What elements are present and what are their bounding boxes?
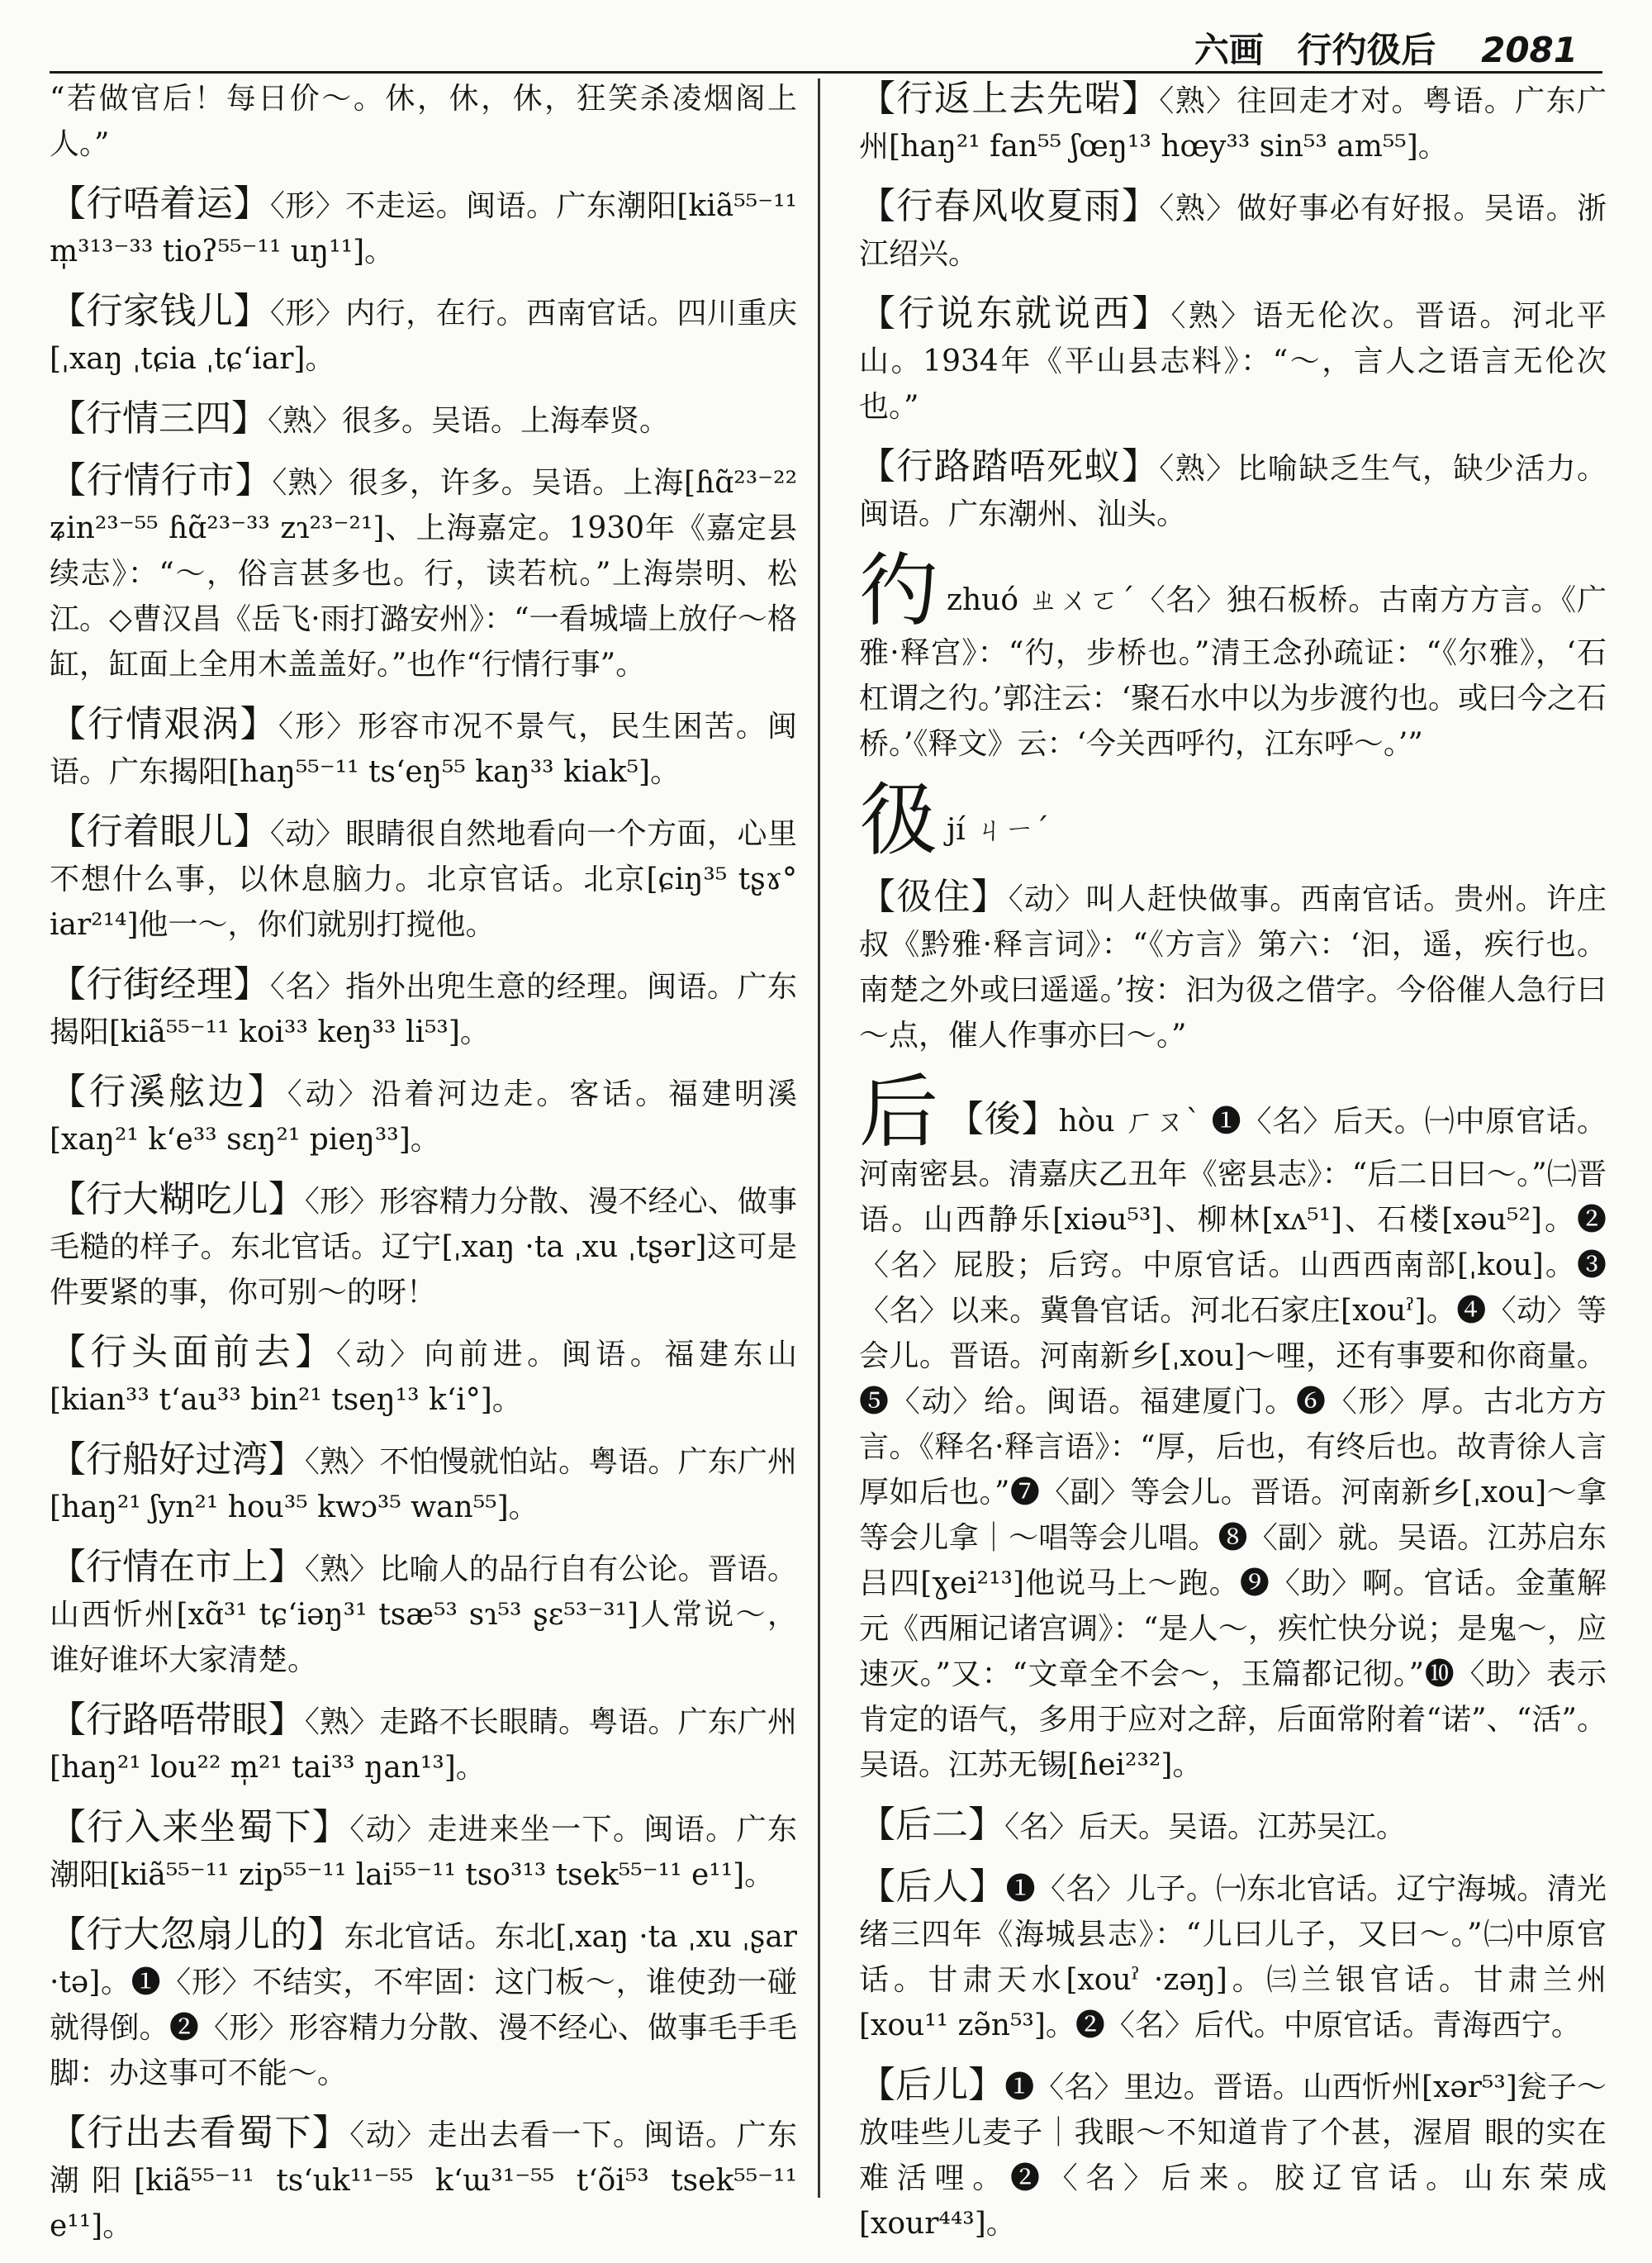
entry-headword: 【后二】	[859, 1804, 1004, 1846]
entry-headword: 【行头面前去】	[50, 1331, 336, 1373]
dictionary-entry	[50, 1912, 797, 2096]
column-divider	[818, 78, 820, 2198]
entry-headword: 【行溪舷边】	[50, 1071, 287, 1113]
entry-headword: 【行情三四】	[50, 397, 268, 440]
right-column	[859, 76, 1607, 2261]
dictionary-entry	[50, 962, 797, 1055]
dictionary-entry	[859, 2062, 1607, 2246]
entry-headword: 【行大糊吃儿】	[50, 1178, 305, 1220]
entry-definition: 〈熟〉很多，许多。吴语。上海[ɦɑ̃²³⁻²² ʑin²³⁻⁵⁵ ɦɑ̃²³⁻³³ zɿ²³⁻²¹]、上海嘉定。1930年《嘉定县续志》：“～，俗言甚多也。行，读若杭。”上海崇明、松江。◇曹汉昌《岳飞·雨打潞安州》：“一看城墙上放仔～格缸，缸面上全用木盖盖好。”也作“行情行事”。	[50, 466, 797, 682]
entry-definition: 〈形〉形容市况不景气，民生困苦。闽语。广东揭阳[haŋ⁵⁵⁻¹¹ ts‘eŋ⁵⁵ kaŋ³³ kiak⁵]。	[50, 710, 797, 789]
dictionary-entry	[50, 1437, 797, 1530]
entry-headword: 【行春风收夏雨】	[859, 185, 1160, 227]
left-column	[50, 76, 797, 2263]
entry-definition: 〈动〉叫人赶快做事。西南官话。贵州。许庄叔《黔雅·释言词》：“《方言》第六：‘汩，遥，疾行也。南楚之外或曰遥遥。’按：汩为彶之借字。今俗催人急行曰～点，催人作事亦曰～。”	[859, 882, 1607, 1053]
entry-definition: 〈名〉后天。吴语。江苏吴江。	[1004, 1810, 1407, 1844]
character-entry-hou	[859, 1066, 1607, 1788]
entry-headword: 【行街经理】	[50, 963, 270, 1006]
dictionary-entry	[50, 1804, 797, 1898]
stroke-section: 六画	[1194, 30, 1264, 70]
entry-headword: 【行唔着运】	[50, 183, 270, 225]
entry-headword: 【行入来坐蜀下】	[50, 1806, 350, 1848]
entry-headword: 【行路唔带眼】	[50, 1699, 305, 1741]
entry-definition: 〈形〉不走运。闽语。广东潮阳[kiã⁵⁵⁻¹¹ m̩³¹³⁻³³ tioʔ⁵⁵⁻¹¹ uŋ¹¹]。	[50, 189, 797, 269]
head-characters: 行彴彶后	[1297, 30, 1436, 70]
entry-definition: ❶〈名〉里边。晋语。山西忻州[xər⁵³]瓮子～放哇些儿麦子｜我眼～不知道肯了个甚，渥眉 眼的实在难活哩。❷〈名〉后来。胶辽官话。山东荣成[xour⁴⁴³]。	[859, 2070, 1607, 2241]
character-entry-zhuo	[859, 544, 1607, 767]
entry-definition: 〈熟〉语无伦次。晋语。河北平山。1934年《平山县志料》：“～，言人之语言无伦次也。”	[859, 299, 1607, 424]
entry-definition: 〈熟〉比喻缺乏生气，缺少活力。闽语。广东潮州、汕头。	[859, 452, 1607, 531]
dictionary-entry	[50, 1329, 797, 1423]
entry-definition: 〈熟〉比喻人的品行自有公论。晋语。山西忻州[xɑ̃³¹ tɕ‘iəŋ³¹ tsæ⁵³ sɿ⁵³ ʂɛ⁵³⁻³¹]人常说～，谁好谁坏大家清楚。	[50, 1552, 797, 1677]
dictionary-entry	[50, 181, 797, 274]
character-entry-ji	[859, 774, 1607, 867]
continuation-text: “若做官后！每日价～。休，休，休，狂笑杀凌烟阁上人。”	[50, 82, 797, 161]
entry-headword: 【行着眼儿】	[50, 811, 270, 853]
dictionary-entry	[859, 1864, 1607, 2048]
page-number: 2081	[1481, 30, 1578, 70]
entry-definition: 东北官话。东北[ˌxaŋ ·ta ˌxu ˌʂar ·tə]。❶〈形〉不结实，不牢固：这门板～，谁使劲一碰就得倒。❷〈形〉形容精力分散、漫不经心、做事毛手毛脚：办这事可不能～。	[50, 1920, 797, 2090]
entry-headword: 【行返上去先啱】	[859, 78, 1160, 120]
entry-definition: 〈名〉指外出兜生意的经理。闽语。广东揭阳[kiã⁵⁵⁻¹¹ koi³³ keŋ³³ li⁵³]。	[50, 970, 797, 1049]
entry-definition: 〈动〉走出去看一下。闽语。广东潮阳[kiã⁵⁵⁻¹¹ ts‘uk¹¹⁻⁵⁵ k‘ɯ³¹⁻⁵⁵ t‘õi⁵³ tsek⁵⁵⁻¹¹ e¹¹]。	[50, 2118, 797, 2243]
entry-definition: 〈动〉向前进。闽语。福建东山[kian³³ t‘au³³ bin²¹ tseŋ¹³ k‘i°]。	[50, 1338, 797, 1417]
entry-definition: 〈熟〉不怕慢就怕站。粤语。广东广州[haŋ²¹ ʃyn²¹ hou³⁵ kwɔ³⁵ wan⁵⁵]。	[50, 1445, 797, 1524]
dictionary-entry	[50, 1544, 797, 1683]
entry-headword: 【后儿】	[859, 2064, 1005, 2106]
dictionary-entry	[859, 1802, 1607, 1850]
entry-definition: zhuó ㄓㄨㄛˊ〈名〉独石板桥。古南方方言。《广雅·释宫》：“彴，步桥也。”清王念孙疏证：“《尔雅》，‘石杠谓之彴。’郭注云：‘聚石水中以为步渡彴也。或曰今之石桥。’《释文》云：‘今关西呼彴，江东呼～。’”	[859, 583, 1607, 761]
entry-definition: 〈熟〉做好事必有好报。吴语。浙江绍兴。	[859, 192, 1607, 271]
character-reading: jí ㄐㄧˊ	[947, 813, 1050, 847]
dictionary-entry	[50, 1069, 797, 1162]
dictionary-entry	[859, 291, 1607, 430]
entry-headword: 【行情在市上】	[50, 1546, 305, 1588]
entry-definition: 〈动〉眼睛很自然地看向一个方面，心里不想什么事，以休息脑力。北京官话。北京[ɕiŋ³⁵ tʂɤ° iar²¹⁴]他一～，你们就别打搅他。	[50, 817, 797, 942]
dictionary-entry	[859, 76, 1607, 169]
variant-character: 【後】	[947, 1098, 1059, 1140]
entry-definition: 〈熟〉往回走才对。粤语。广东广州[haŋ²¹ fan⁵⁵ ʃœŋ¹³ hœy³³ sin⁵³ am⁵⁵]。	[859, 84, 1607, 164]
dictionary-entry	[50, 701, 797, 795]
entry-headword: 【行情艰涡】	[50, 703, 278, 745]
entry-definition: 〈熟〉很多。吴语。上海奉贤。	[268, 404, 670, 438]
dictionary-entry	[50, 1177, 797, 1315]
head-character: 彶	[859, 774, 938, 867]
entry-headword: 【彶住】	[859, 876, 1009, 918]
entry-definition: 〈形〉内行，在行。西南官话。四川重庆[ˌxaŋ ˌtɕia ˌtɕ‘iar]。	[50, 297, 797, 376]
dictionary-entry	[859, 874, 1607, 1058]
entry-definition: 〈形〉形容精力分散、漫不经心、做事毛糙的样子。东北官话。辽宁[ˌxaŋ ·ta ˌxu ˌtʂər]这可是件要紧的事，你可别～的呀！	[50, 1185, 797, 1310]
entry-headword: 【行路踏唔死蚁】	[859, 445, 1160, 487]
dictionary-entry	[859, 183, 1607, 277]
entry-definition: 〈动〉沿着河边走。客话。福建明溪[xaŋ²¹ k‘e³³ sɛŋ²¹ pieŋ³³]。	[50, 1077, 797, 1157]
head-character: 彴	[859, 544, 938, 637]
head-character: 后	[859, 1066, 938, 1158]
running-head	[1173, 23, 1578, 73]
dictionary-entry	[50, 288, 797, 382]
entry-definition: 〈动〉走进来坐一下。闽语。广东潮阳[kiã⁵⁵⁻¹¹ zip⁵⁵⁻¹¹ lai⁵⁵⁻¹¹ tso³¹³ tsek⁵⁵⁻¹¹ e¹¹]。	[50, 1813, 797, 1892]
entry-definition: hòu ㄏㄡˋ ❶〈名〉后天。㈠中原官话。河南密县。清嘉庆乙丑年《密县志》：“后二日曰～。”㈡晋语。山西静乐[xiəu⁵³]、柳林[xʌ⁵¹]、石楼[xəu⁵²]。❷〈名〉屁股；后窍。中原官话。山西西南部[ˌkou]。❸〈名〉以来。冀鲁官话。河北石家庄[xouˀ]。❹〈动〉等会儿。晋语。河南新乡[ˌxou]～哩，还有事要和你商量。❺〈动〉给。闽语。福建厦门。❻〈形〉厚。古北方方言。《释名·释言语》：“厚，后也，有终后也。故青徐人言厚如后也。”❼〈副〉等会儿。晋语。河南新乡[ˌxou]～拿等会儿拿｜～唱等会儿唱。❽〈副〉就。吴语。江苏启东吕四[ɣei²¹³]他说马上～跑。❾〈助〉啊。官话。金董解元《西厢记诸宫调》：“是人～，疾忙快分说；是鬼～，应速灭。”又：“文章全不会～，玉篇都记彻。”❿〈助〉表示肯定的语气，多用于应对之辞，后面常附着“诺”、“活”。吴语。江苏无锡[ɦei²³²]。	[859, 1105, 1607, 1782]
entry-headword: 【后人】	[859, 1866, 1006, 1908]
dictionary-entry	[859, 444, 1607, 537]
page-header	[50, 18, 1602, 74]
dictionary-entry	[50, 458, 797, 687]
dictionary-entry	[50, 396, 797, 444]
dictionary-entry	[50, 2110, 797, 2249]
entry-headword: 【行情行市】	[50, 459, 273, 502]
entry-headword: 【行出去看蜀下】	[50, 2112, 350, 2154]
entry-definition: 〈熟〉走路不长眼睛。粤语。广东广州[haŋ²¹ lou²² m̩²¹ tai³³ ŋan¹³]。	[50, 1705, 797, 1785]
entry-headword: 【行大忽扇儿的】	[50, 1914, 344, 1956]
entry-headword: 【行说东就说西】	[859, 292, 1171, 335]
dictionary-entry	[50, 1697, 797, 1790]
entry-headword: 【行船好过湾】	[50, 1438, 305, 1481]
entry-headword: 【行家钱儿】	[50, 290, 270, 332]
dictionary-entry	[50, 809, 797, 948]
entry-definition: ❶〈名〉儿子。㈠东北官话。辽宁海城。清光绪三四年《海城县志》：“儿曰儿子，又曰～。”㈡中原官话。甘肃天水[xouˀ ·zəŋ]。㈢兰银官话。甘肃兰州[xou¹¹ zə̃n⁵³]。❷〈名〉后代。中原官话。青海西宁。	[859, 1872, 1607, 2042]
